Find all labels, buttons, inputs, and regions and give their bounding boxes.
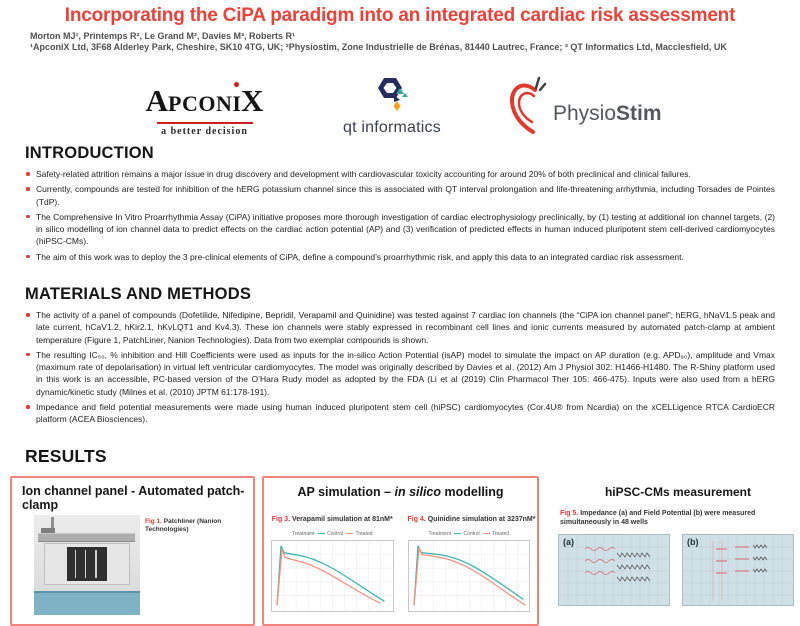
fig3-caption: Fig 3. Verapamil simulation at 81nM*	[271, 516, 393, 523]
intro-bullet-1: Safety-related attrition remains a major issue in drug discovery and development with cardiovascular toxicity accounting for around 20% of both preclinical and clinical failures.	[25, 168, 775, 180]
patchliner-photo	[34, 515, 140, 615]
physiostim-logo	[505, 76, 690, 134]
treated-dash-icon	[346, 533, 353, 535]
plot-a-label: (a)	[563, 537, 574, 547]
control-dash-icon	[318, 533, 325, 535]
fig5-caption: Fig 5. Impedance (a) and Field Potential (b) were measured simultaneously in 48 wells	[560, 510, 756, 526]
physiostim-text: PhysioStim	[553, 102, 662, 125]
fig4-caption: Fig 4. Quinidine simulation at 3237nM*	[407, 516, 536, 523]
fig3-column	[264, 516, 401, 612]
apconix-tagline: a better decision	[161, 126, 248, 137]
intro-bullet-2: Currently, compounds are tested for inhibition of the hERG potassium channel since this is associated with QT interval prolongation and life-threatening arrhythmia, including Torsades de Pointes (TdP).	[25, 183, 775, 208]
affiliations-line: ¹ApconiX Ltd, 3F68 Alderley Park, Cheshire, SK10 4TG, UK; ²Physiostim, Zone Industrielle de Brénas, 81440 Lautrec, France; ³ QT Informatics Ltd, Macclesfield, UK	[30, 42, 727, 52]
qt-hexagon-icon	[364, 76, 420, 118]
logos-row	[0, 76, 800, 144]
apconix-letter: X	[240, 83, 264, 118]
ap-simulation-panel-title: AP simulation – in silico modelling	[297, 485, 504, 499]
apconix-underline	[157, 122, 253, 124]
apconix-letter-i: I	[232, 91, 241, 116]
fig4-legend: Treatment Control Treated	[428, 531, 510, 537]
results-heading: RESULTS	[25, 446, 107, 466]
field-potential-traces	[683, 535, 793, 605]
apconix-wordmark	[112, 83, 297, 122]
methods-heading: MATERIALS AND METHODS	[25, 285, 252, 303]
plot-b-label: (b)	[687, 537, 699, 547]
poster-title: Incorporating the CiPA paradigm into an integrated cardiac risk assessment	[64, 5, 736, 26]
authors-line: Morton MJ¹, Printemps R², Le Grand M², Davies M³, Roberts R¹	[30, 31, 296, 41]
intro-bullet-3: The Comprehensive In Vitro Proarrhythmia Assay (CiPA) initiative proposes more thorough investigation of cardiac electrophysiology preclinically, by (1) testing at additional ion channel targets, (2) in silico modelling of ion channel data to predict effects on the cardiac action potential (AP) and (3) verification of predicted effects in human induced pluripotent stem cell-derived cardiomyocytes (hiPSC-CMs).	[25, 211, 775, 248]
field-potential-plot	[682, 534, 794, 606]
hipsc-panel-title: hiPSC-CMs measurement	[604, 485, 752, 499]
apconix-logo	[112, 76, 297, 137]
methods-bullet-3: Impedance and field potential measurements were made using human induced pluripotent stem cell (hiPSC) cardiomyocytes (Cor.4U® from Ncardia) on the xCELLigence RTCA CardioECR platform (ACEA Biosciences).	[25, 401, 775, 426]
verapamil-ap-chart	[271, 540, 394, 612]
qt-informatics-text: qt informatics	[343, 119, 441, 136]
treated-dash-icon	[483, 533, 490, 535]
ion-channel-panel-title: Ion channel panel - Automated patch-clamp	[22, 484, 245, 512]
intro-bullet-4: The aim of this work was to deploy the 3 pre-clinical elements of CiPA, define a compound’s proarrhythmic risk, and apply this data to an integrated cardiac risk assessment.	[25, 251, 775, 263]
introduction-bullets	[25, 168, 775, 266]
fig1-caption: Fig 1. Patchliner (Nanion Technologies)	[145, 518, 222, 533]
introduction-heading: INTRODUCTION	[25, 144, 154, 162]
ion-channel-panel	[10, 476, 255, 626]
apconix-red-dot-icon	[234, 82, 239, 87]
ap-simulation-panel	[262, 476, 539, 626]
apconix-letters: PCON	[168, 91, 233, 116]
control-dash-icon	[454, 533, 461, 535]
fig3-legend: Treatment Control Treated	[291, 531, 373, 537]
physiostim-heart-icon	[505, 76, 551, 134]
methods-bullets	[25, 309, 775, 429]
apconix-letter: A	[145, 83, 169, 118]
qt-informatics-logo	[322, 76, 462, 137]
methods-bullet-2: The resulting IC₅₀, % inhibition and Hill Coefficients were used as inputs for the in-silico Action Potential (isAP) model to simulate the impact on AP duration (e.g. APD₉₀), amplitude and Vmax (maximum rate of depolarisation) in virtual left ventricular cardiomyocytes. The model was originally described by Davies et al. (2012) Am J Physiol 302: H1466-H1480. The R-Shiny platform used in this work is an accessible, PC-based version of the O’Hara Rudy model as adopted by the FDA (Li et al (2019) Clin Pharmacol Ther 105: 466-475). Inputs were also used from a hERG dynamic/kinetic study (Milnes et al. (2010) JPTM 61:178-191).	[25, 349, 775, 398]
impedance-plot	[558, 534, 670, 606]
quinidine-ap-chart	[408, 540, 531, 612]
impedance-traces	[559, 535, 669, 605]
fig4-column	[401, 516, 538, 612]
methods-bullet-1: The activity of a panel of compounds (Dofetilide, Nifedipine, Bepridil, Verapamil and Quinidine) was tested against 7 cardiac ion channels (the “CiPA ion channel panel”; hERG, hNaV1.5 peak and late current, hCaV1.2, hKir2.1, hKvLQT1 and Kv4.3). These ion channels were stably expressed in recombinant cell lines and ionic currents measured by automated patch-clamp at ambient temperature (Figure 1, PatchLiner, Nanion Technologies). Data from two exemplar compounds is shown.	[25, 309, 775, 346]
hipsc-panel	[556, 476, 800, 626]
results-panels-row	[0, 476, 800, 566]
